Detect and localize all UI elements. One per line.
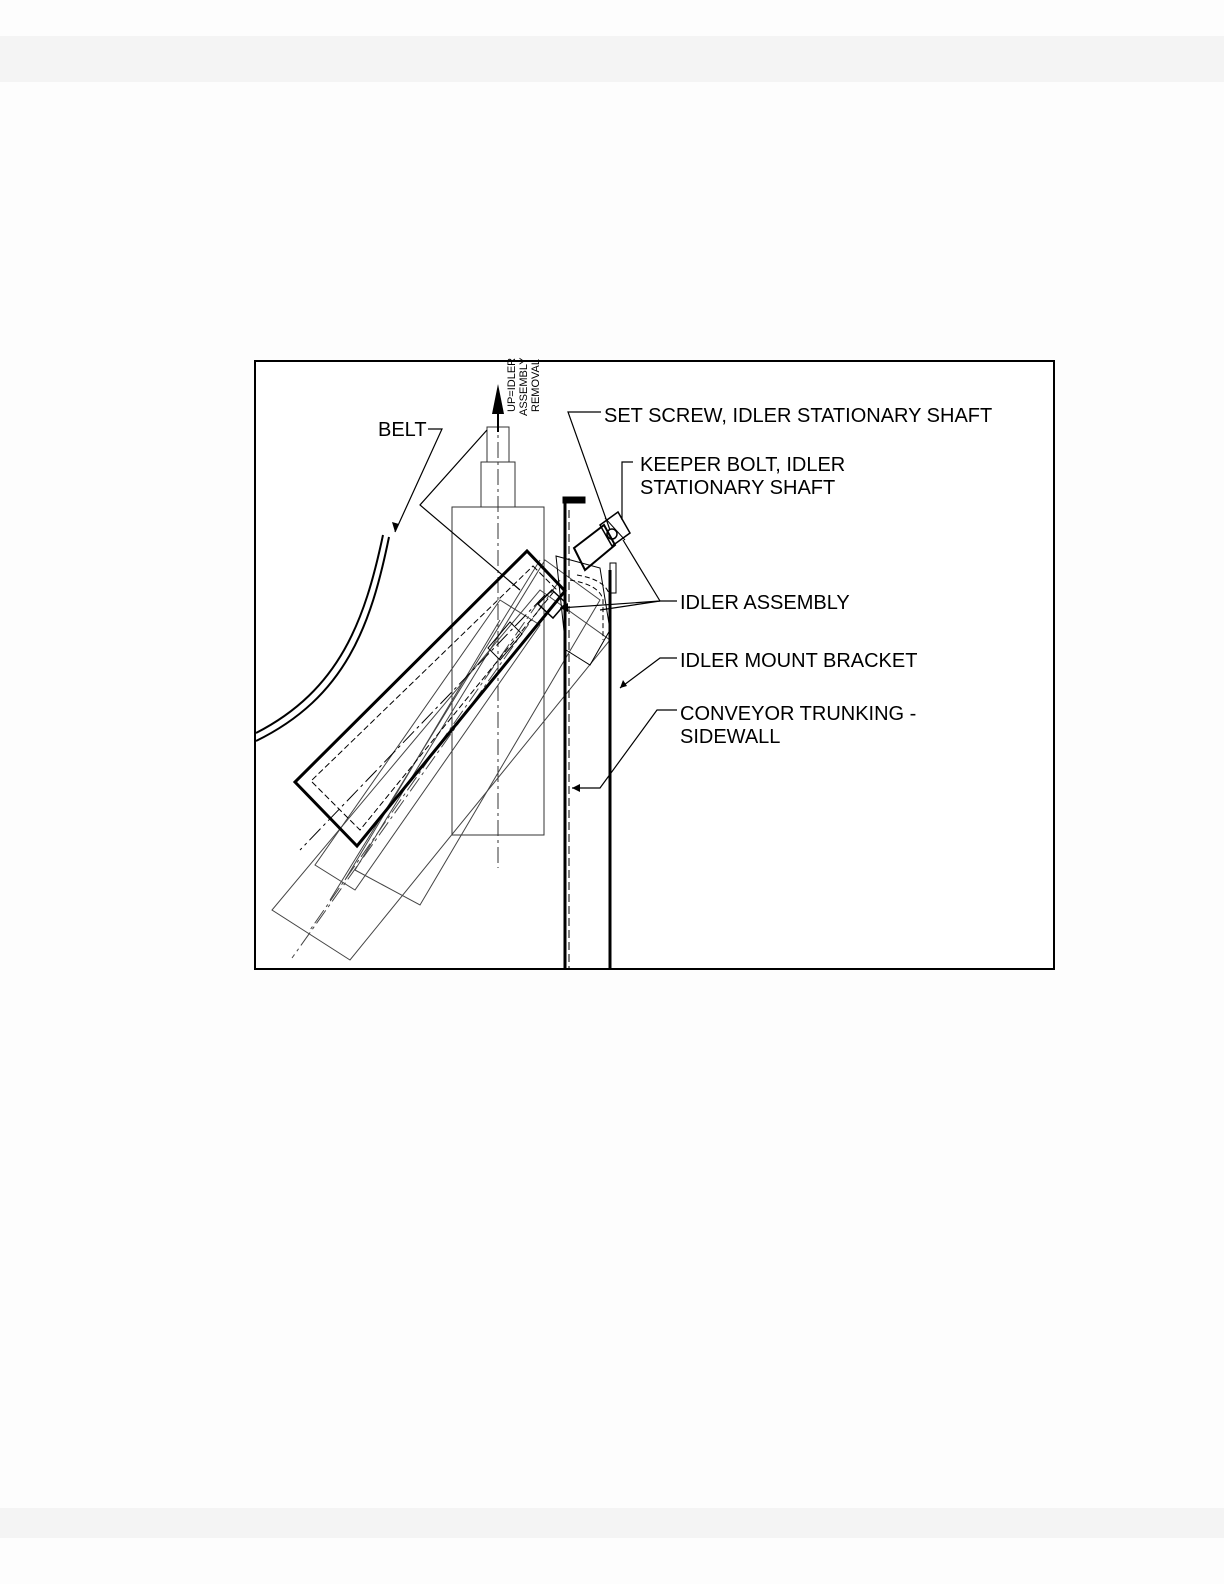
label-conveyor-trunking-1: CONVEYOR TRUNKING -: [680, 703, 917, 725]
label-set-screw: SET SCREW, IDLER STATIONARY SHAFT: [604, 405, 993, 427]
label-belt: BELT: [378, 419, 427, 441]
up-note-line3: REMOVAL: [530, 359, 542, 412]
label-idler-mount-bracket: IDLER MOUNT BRACKET: [680, 650, 918, 672]
label-conveyor-trunking-2: SIDEWALL: [680, 726, 781, 748]
diagram-frame: [255, 361, 1054, 969]
up-note-line2: ASSEMBLY: [518, 357, 530, 416]
up-note-line1: UP=IDLER: [506, 357, 518, 412]
label-idler-assembly: IDLER ASSEMBLY: [680, 592, 850, 614]
up-removal-note: [506, 357, 542, 416]
label-keeper-bolt-1: KEEPER BOLT, IDLER: [640, 454, 846, 476]
label-keeper-bolt-2: STATIONARY SHAFT: [640, 477, 836, 499]
